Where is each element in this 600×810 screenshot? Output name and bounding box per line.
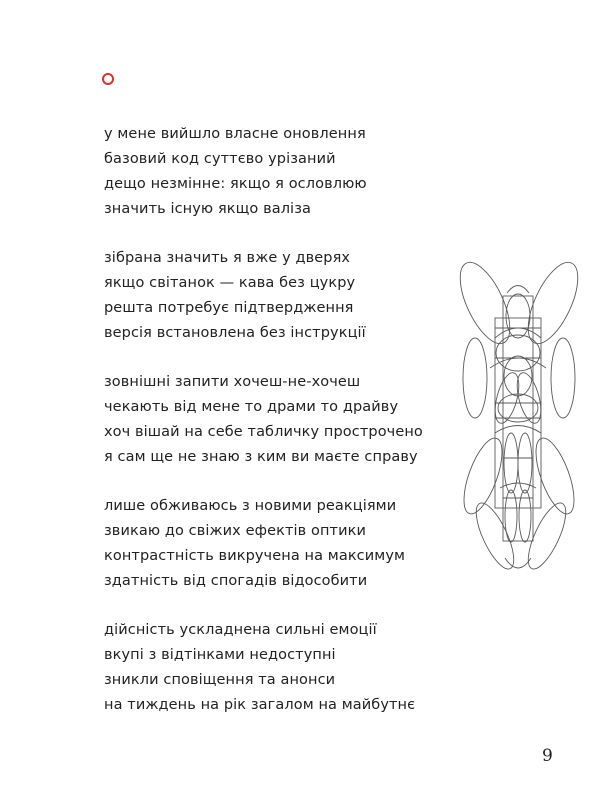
poem-line: зникли сповіщення та анонси bbox=[104, 672, 336, 688]
poem-line: базовий код суттєво урізаний bbox=[104, 151, 336, 167]
poem-line: дійсність ускладнена сильні емоції bbox=[104, 622, 377, 638]
poem-line: зібрана значить я вже у дверях bbox=[104, 250, 351, 266]
poem-line: я сам ще не знаю з ким ви маєте справу bbox=[104, 449, 418, 465]
poem-line: решта потребує підтвердження bbox=[104, 300, 354, 316]
poem-line: лише обживаюсь з новими реакціями bbox=[104, 498, 397, 514]
stanza-2 bbox=[104, 246, 464, 346]
poem-line: хоч вішай на себе табличку прострочено bbox=[104, 424, 423, 440]
poem-line: чекають від мене то драми то драйву bbox=[104, 399, 399, 415]
poem bbox=[104, 122, 464, 742]
stanza-3 bbox=[104, 370, 464, 470]
poem-line: здатність від спогадів відособити bbox=[104, 573, 368, 589]
poem-line: версія встановлена без інструкції bbox=[104, 325, 366, 341]
stanza-1 bbox=[104, 122, 464, 222]
stanza-4 bbox=[104, 494, 464, 594]
red-circle-icon bbox=[102, 73, 114, 85]
poem-line: зовнішні запити хочеш-не-хочеш bbox=[104, 374, 361, 390]
stanza-5 bbox=[104, 618, 464, 718]
poem-line: звикаю до свіжих ефектів оптики bbox=[104, 523, 366, 539]
poem-line: у мене вийшло власне оновлення bbox=[104, 126, 366, 142]
poem-line: на тиждень на рік загалом на майбутнє bbox=[104, 697, 416, 713]
poem-line: якщо світанок — кава без цукру bbox=[104, 275, 356, 291]
poem-line: дещо незмінне: якщо я ословлюю bbox=[104, 176, 367, 192]
figure-sketch-icon bbox=[455, 258, 580, 578]
poem-line: значить існую якщо валіза bbox=[104, 201, 311, 217]
page-number: 9 bbox=[542, 746, 553, 766]
poem-line: контрастність викручена на максимум bbox=[104, 548, 406, 564]
poem-line: вкупі з відтінками недоступні bbox=[104, 647, 336, 663]
